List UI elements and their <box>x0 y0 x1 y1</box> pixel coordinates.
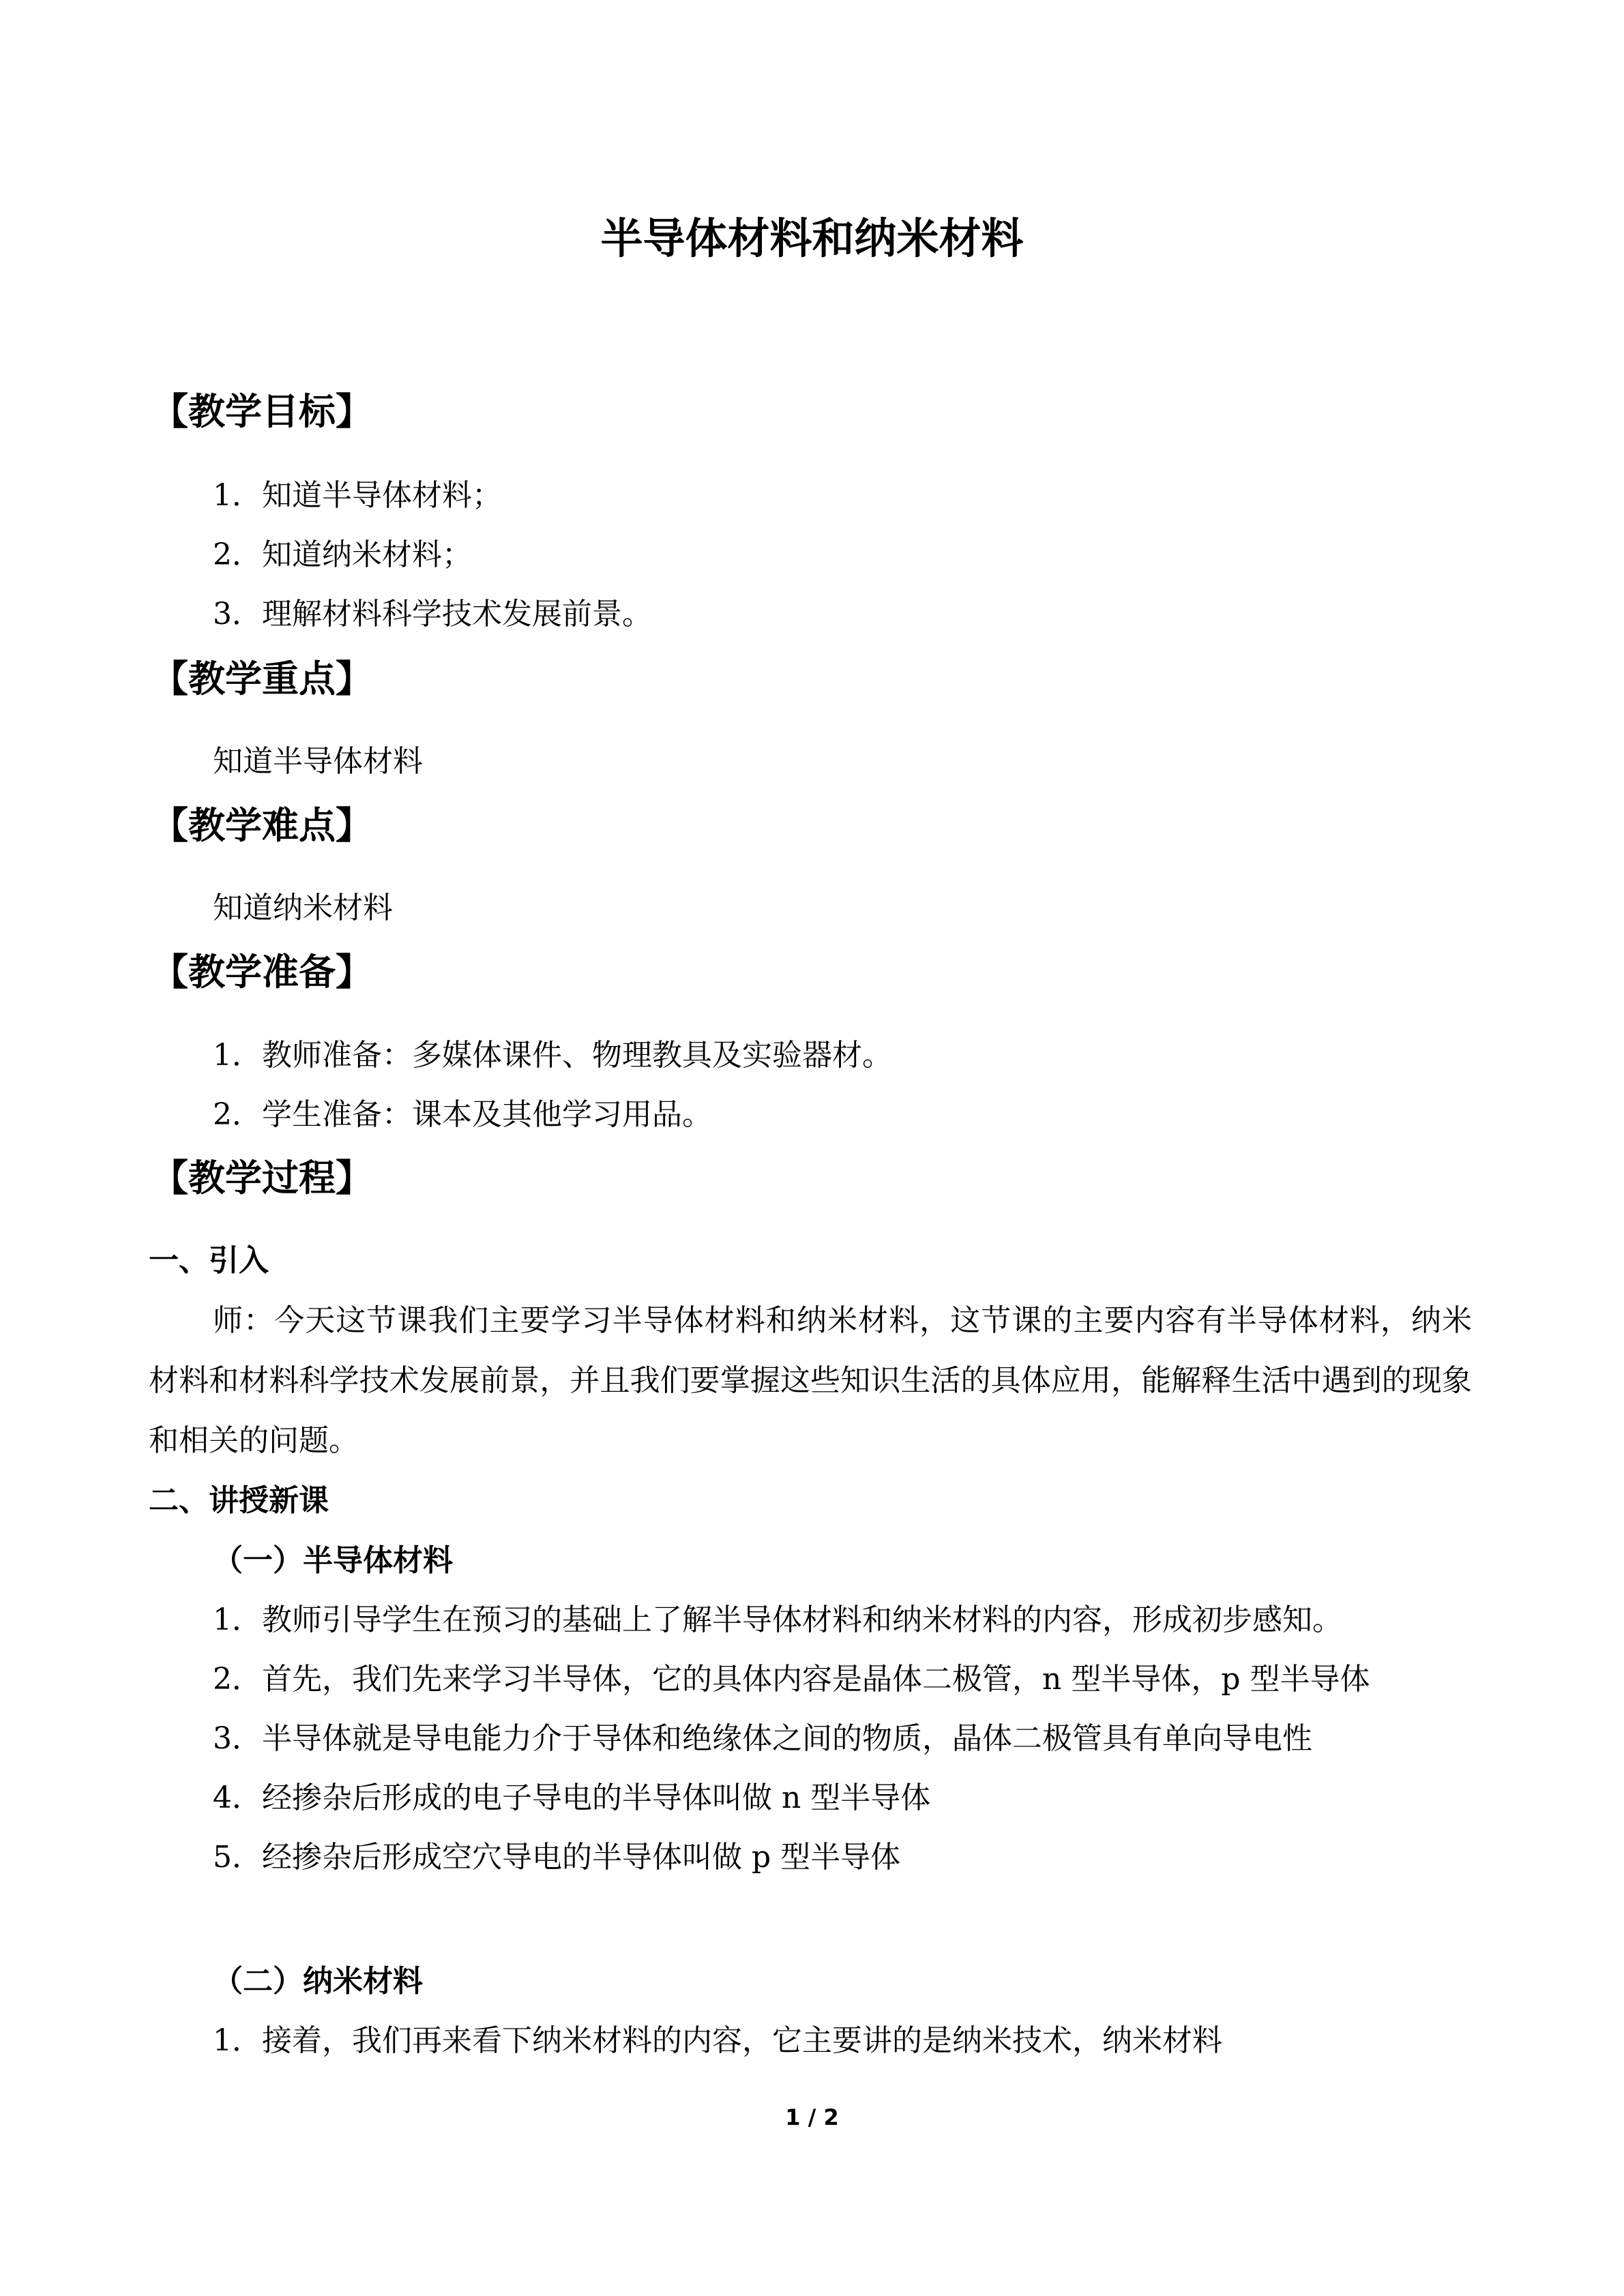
section-heading-preparation: 【教学准备】 <box>151 951 372 994</box>
key-points-text: 知道半导体材料 <box>213 744 423 779</box>
semiconductor-item-5: 5．经掺杂后形成空穴导电的半导体叫做 p 型半导体 <box>213 1840 901 1875</box>
section-heading-objectives: 【教学目标】 <box>151 390 372 433</box>
difficulties-text: 知道纳米材料 <box>213 891 393 925</box>
nano-heading: （二）纳米材料 <box>213 1964 423 1999</box>
intro-heading: 一、引入 <box>149 1243 269 1278</box>
new-lesson-heading: 二、讲授新课 <box>149 1483 329 1518</box>
preparation-item-2: 2．学生准备：课本及其他学习用品。 <box>213 1097 712 1132</box>
intro-paragraph: 师：今天这节课我们主要学习半导体材料和纳米材料，这节课的主要内容有半导体材料，纳米材料和材料科学技术发展前景，并且我们要掌握这些知识生活的具体应用，能解释生活中遇到的现象和相关的问题。 <box>149 1303 1472 1458</box>
semiconductor-item-1: 1．教师引导学生在预习的基础上了解半导体材料和纳米材料的内容，形成初步感知。 <box>213 1602 1342 1637</box>
semiconductor-item-3: 3．半导体就是导电能力介于导体和绝缘体之间的物质，晶体二极管具有单向导电性 <box>213 1721 1312 1756</box>
section-heading-key-points: 【教学重点】 <box>151 657 372 700</box>
nano-item-1: 1．接着，我们再来看下纳米材料的内容，它主要讲的是纳米技术，纳米材料 <box>213 2023 1222 2058</box>
section-heading-process: 【教学过程】 <box>151 1157 372 1199</box>
objective-item-3: 3．理解材料科学技术发展前景。 <box>213 597 652 631</box>
semiconductor-item-4: 4．经掺杂后形成的电子导电的半导体叫做 n 型半导体 <box>213 1780 931 1815</box>
section-heading-difficulties: 【教学难点】 <box>151 804 372 847</box>
objective-item-2: 2．知道纳米材料； <box>213 537 472 572</box>
semiconductor-item-2: 2．首先，我们先来学习半导体，它的具体内容是晶体二极管，n 型半导体，p 型半导体 <box>213 1662 1370 1697</box>
page-number: 1 / 2 <box>785 2104 839 2130</box>
preparation-item-1: 1．教师准备：多媒体课件、物理教具及实验器材。 <box>213 1038 892 1073</box>
document-title: 半导体材料和纳米材料 <box>600 213 1024 263</box>
objective-item-1: 1．知道半导体材料； <box>213 478 502 513</box>
semiconductor-heading: （一）半导体材料 <box>213 1543 453 1578</box>
